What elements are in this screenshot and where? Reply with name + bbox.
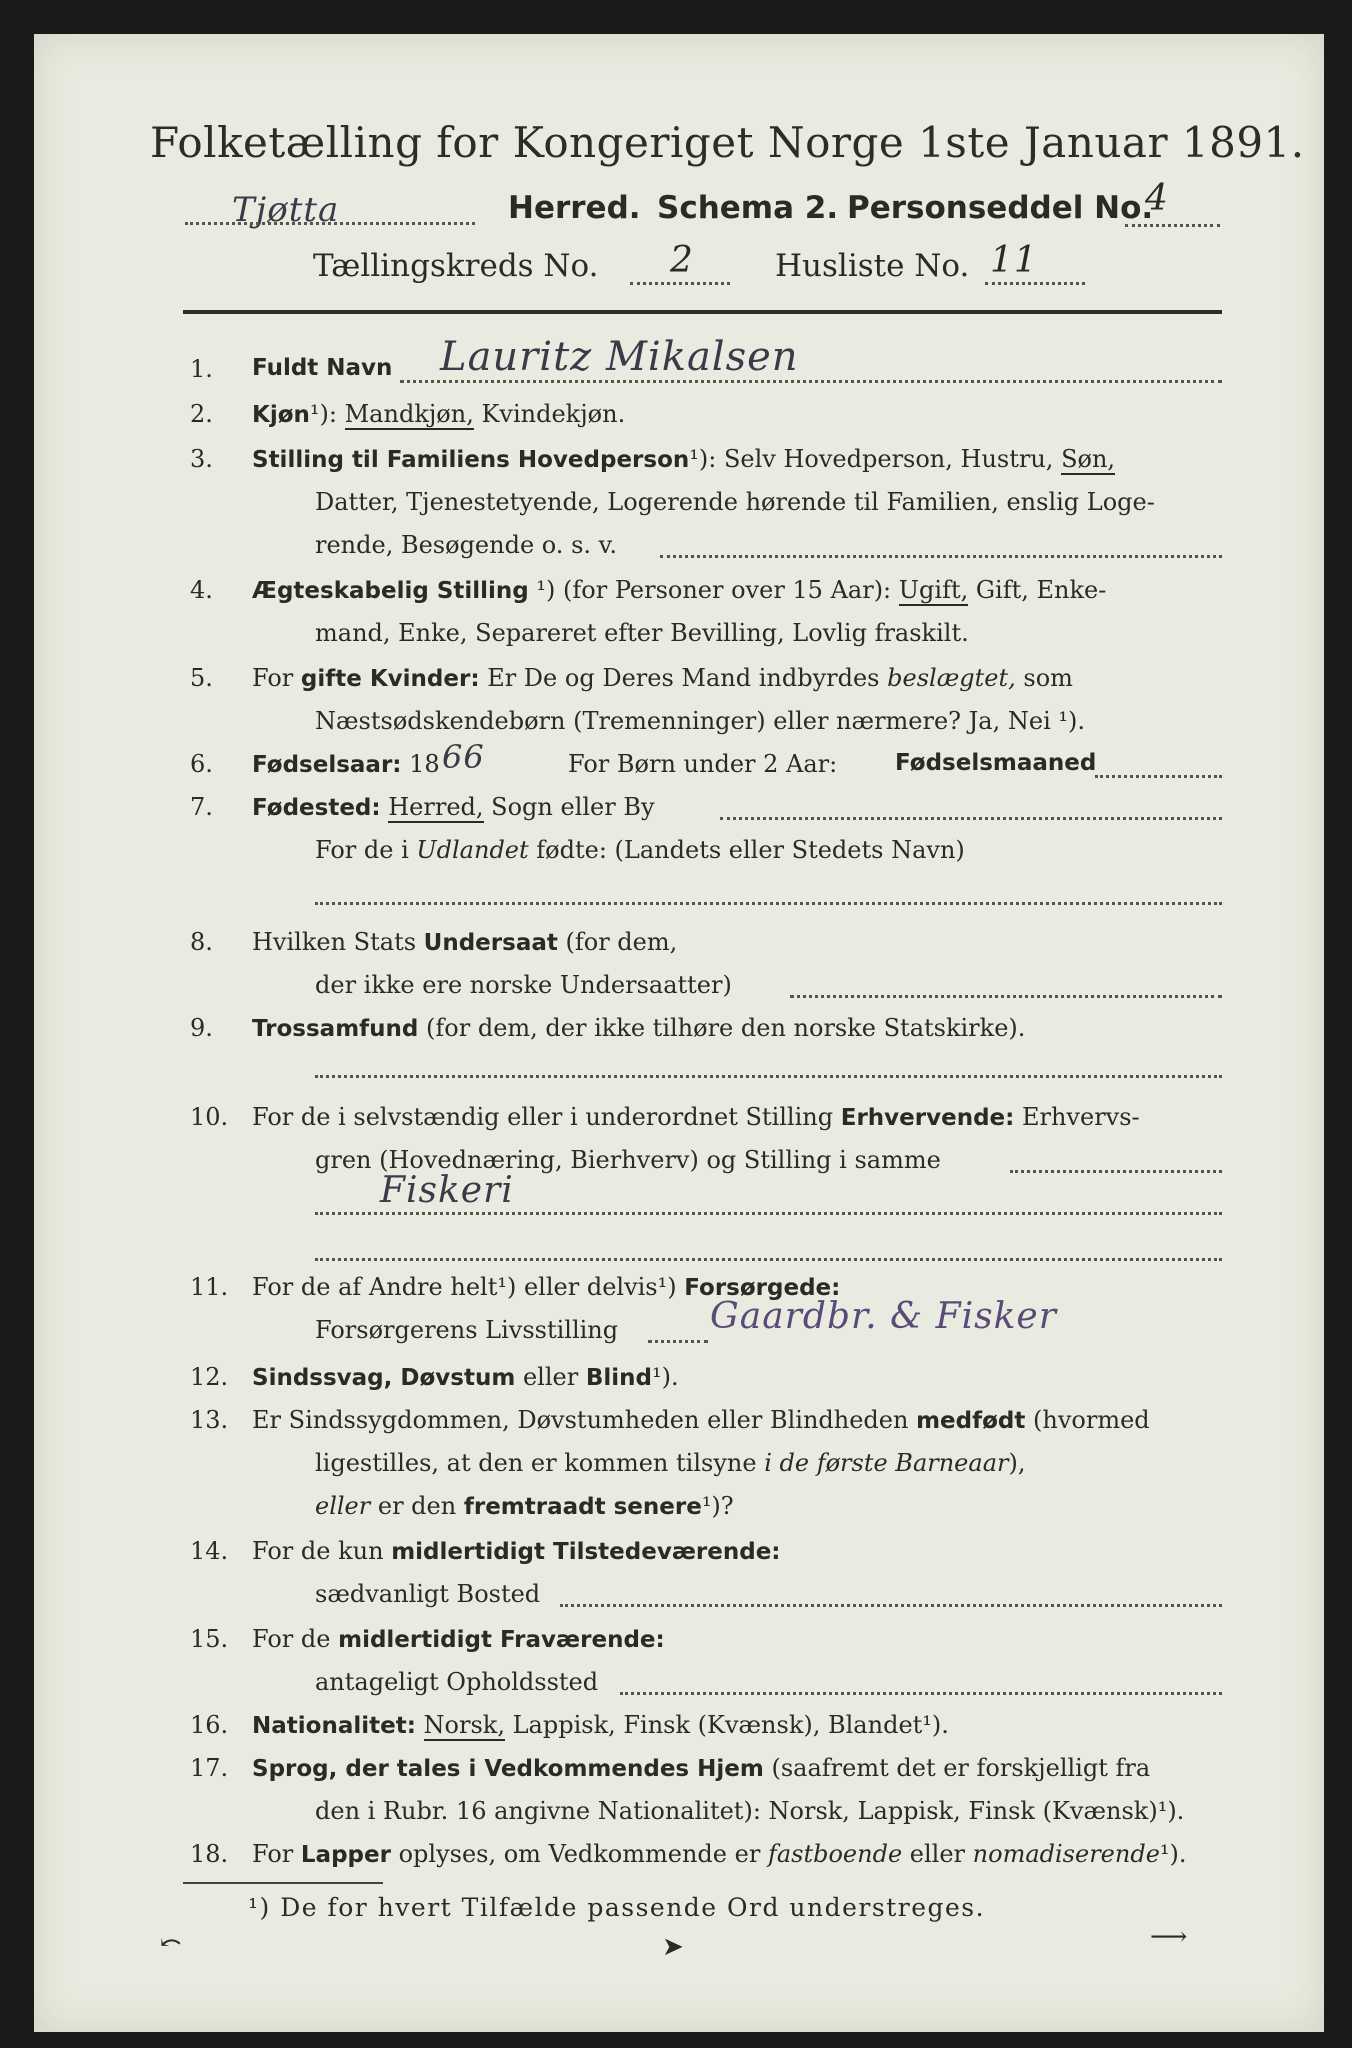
- header-rule: [183, 310, 1222, 314]
- birth-year-value: 66: [442, 738, 485, 776]
- pen-mark-center-icon: ➤: [662, 1932, 684, 1962]
- son-underlined: Søn,: [1061, 445, 1116, 473]
- q7-dots: [720, 817, 1222, 820]
- husliste-dots: [985, 282, 1085, 285]
- herred-dots: [185, 222, 475, 225]
- pen-mark-left-icon: ⤺: [160, 1928, 182, 1958]
- schema-label: Schema 2.: [657, 190, 839, 226]
- footnote-rule: [183, 1882, 383, 1884]
- personseddel-label: Personseddel No.: [847, 190, 1154, 226]
- q8-dots: [790, 995, 1222, 998]
- q11-dots: [648, 1340, 708, 1343]
- herred-value: Tjøtta: [232, 190, 340, 230]
- name-dots: [400, 380, 1222, 383]
- mandkjon-underlined: Mandkjøn,: [344, 400, 474, 428]
- q10-dots: [1010, 1170, 1222, 1173]
- q3-dots: [660, 555, 1222, 558]
- provider-occupation-value: Gaardbr. & Fisker: [710, 1296, 1057, 1337]
- personseddel-value: 4: [1145, 178, 1169, 219]
- form-title: Folketælling for Kongeriget Norge 1ste Januar 1891.: [150, 118, 1305, 167]
- occupation-dots: [315, 1212, 1222, 1215]
- personseddel-dots: [1125, 224, 1220, 227]
- occupation-value: Fiskeri: [380, 1170, 514, 1211]
- herred-underlined: Herred,: [388, 793, 484, 821]
- ugift-underlined: Ugift,: [898, 576, 969, 604]
- occupation-dots-2: [315, 1258, 1222, 1261]
- q6-dots: [1095, 775, 1222, 778]
- q9-dots: [315, 1075, 1222, 1078]
- q7-birthplace-dots: [315, 902, 1222, 905]
- taellingskreds-label: Tællingskreds No.: [313, 248, 599, 284]
- name-value: Lauritz Mikalsen: [440, 334, 799, 380]
- q14-dots: [560, 1604, 1222, 1607]
- pen-mark-right-icon: ⟶: [1150, 1922, 1188, 1952]
- taellingskreds-dots: [630, 282, 730, 285]
- husliste-value: 11: [990, 240, 1038, 281]
- q15-dots: [620, 1692, 1222, 1695]
- herred-label: Herred.: [508, 190, 641, 226]
- husliste-label: Husliste No.: [775, 248, 970, 284]
- footnote: ¹) De for hvert Tilfælde passende Ord understreges.: [248, 1893, 986, 1922]
- norsk-underlined: Norsk,: [423, 1711, 505, 1739]
- taellingskreds-value: 2: [670, 240, 694, 281]
